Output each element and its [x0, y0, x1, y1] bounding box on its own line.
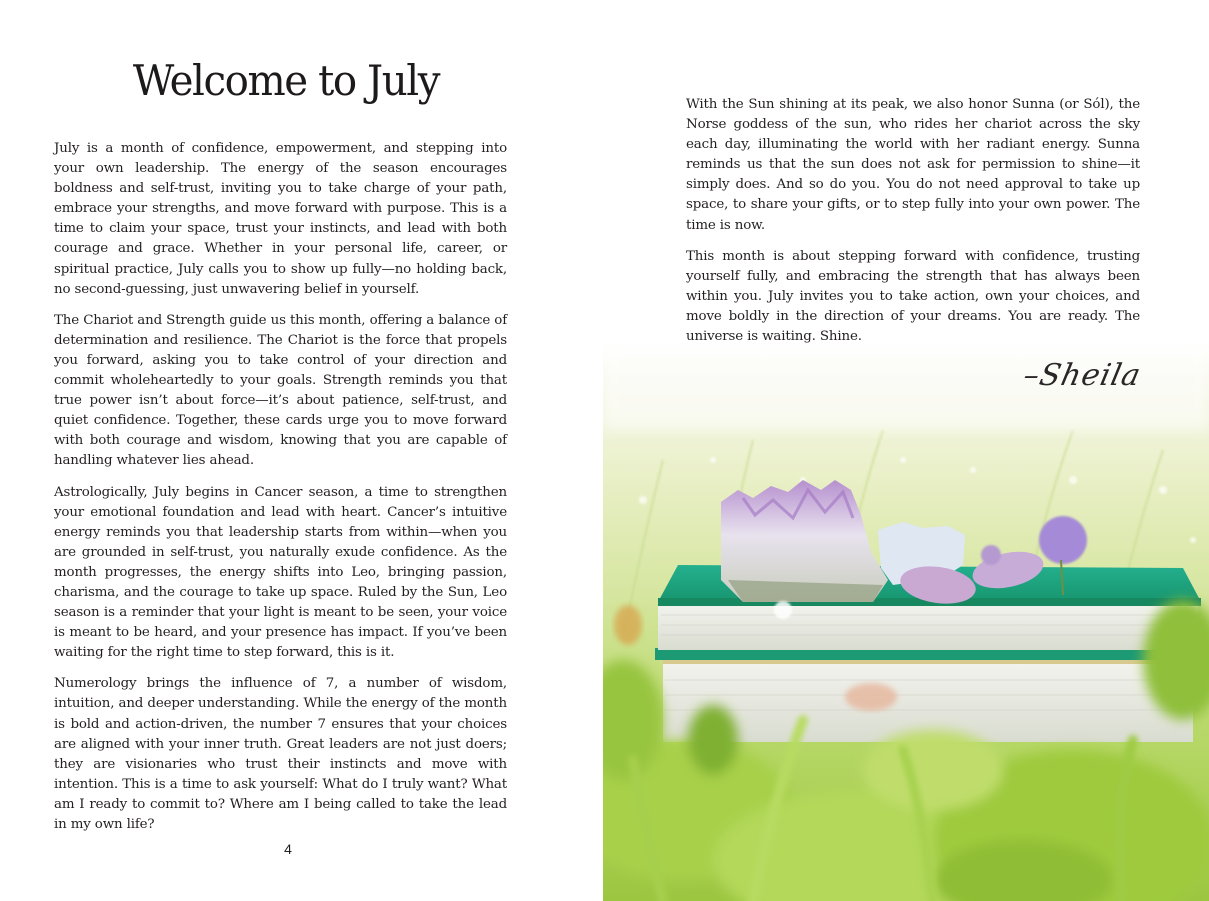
purple-flower — [1039, 516, 1087, 564]
paragraph-astrology: Astrologically, July begins in Cancer season, a time to strengthen your emotional foundation and lead with heart. Cancer’s intuitive energy reminds you that leadership starts from within—when you are grounded in self-trust, you naturally exude confidence. As the month progresses, the energy shifts into Leo, bringing passion, charisma, and the courage to take up space. Ruled by the Sun, Leo season is a reminder that your light is meant to be seen, your voice is meant to be heard, and your presence has impact. If you’ve been waiting for the right time to step forward, this is it. — [54, 484, 507, 661]
signature: –Sheila — [1020, 358, 1145, 393]
right-page — [603, 0, 1209, 901]
page-number: 4 — [284, 841, 292, 857]
book-upper-pages — [658, 605, 1198, 650]
left-body-text — [54, 139, 507, 846]
book-lower-pages — [663, 662, 1193, 742]
paragraph-tarot: The Chariot and Strength guide us this month, offering a balance of determination and resilience. The Chariot is the force that propels you forward, asking you to take control of your direction and commit wholeheartedly to your goals. Strength reminds you that true power isn’t about force—it’s about patience, self-trust, and quiet confidence. Together, these cards urge you to move forward with both courage and wisdom, knowing that you are capable of handling whatever lies ahead. — [54, 312, 507, 469]
paragraph-sunna: With the Sun shining at its peak, we also honor Sunna (or Sól), the Norse goddess of the sun, who rides her chariot across the sky each day, illuminating the world with her radiant energy. Sunna reminds us that the sun does not ask for permission to shine—it simply does. And so do you. You do not need approval to take up space, to share your gifts, or to step fully into your own power. The time is now. — [686, 97, 1140, 233]
right-body-text — [686, 95, 1140, 358]
meadow-crystals-photo — [603, 340, 1209, 901]
page-title: Welcome to July — [132, 56, 440, 105]
paragraph-closing: This month is about stepping forward with confidence, trusting yourself fully, and embracing the strength that has always been within you. July invites you to take action, own your choices, and move boldly in the direction of your dreams. You are ready. The universe is waiting. Shine. — [686, 248, 1140, 345]
left-page — [0, 0, 603, 901]
paragraph-numerology: Numerology brings the influence of 7, a number of wisdom, intuition, and deeper understanding. While the energy of the month is bold and action-driven, the number 7 ensures that your choices are aligned with your inner truth. Great leaders are not just doers; they are visionaries who trust their instincts and move with intention. This is a time to ask yourself: What do I truly want? What am I ready to commit to? Where am I being called to take the lead in my own life? — [54, 676, 507, 832]
paragraph-intro: July is a month of confidence, empowerment, and stepping into your own leadership. The energy of the season encourages boldness and self-trust, inviting you to take charge of your path, embrace your strengths, and move forward with purpose. This is a time to claim your space, trust your instincts, and lead with both courage and grace. Whether in your personal life, career, or spiritual practice, July calls you to show up fully—no holding back, no second-guessing, just unwavering belief in yourself. — [54, 141, 507, 297]
